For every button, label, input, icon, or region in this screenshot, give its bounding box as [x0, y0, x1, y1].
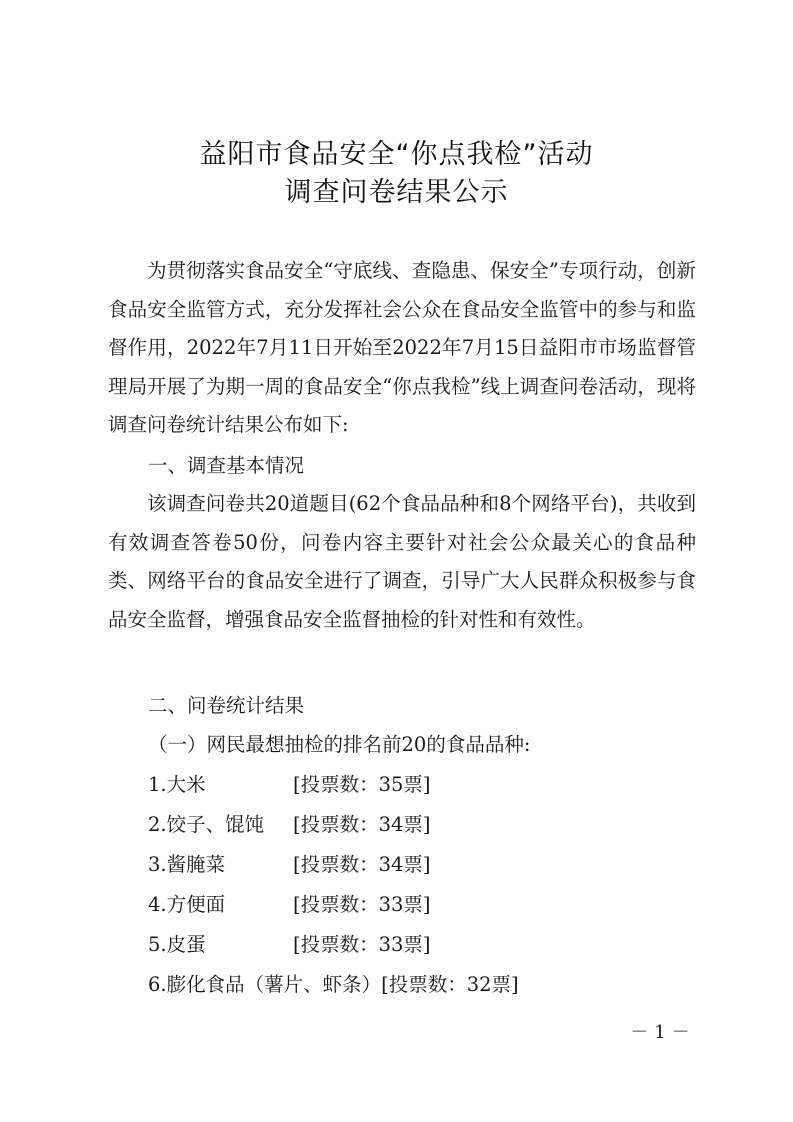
item-name: 4.方便面: [148, 893, 226, 916]
food-ranking-list: [148, 770, 519, 1010]
list-item: [148, 810, 519, 850]
item-votes: [投票数：32票]: [381, 973, 519, 996]
section1-paragraph: 该调查问卷共20道题目(62个食品品种和8个网络平台)，共收到有效调查答卷50份，问卷内容主要针对社会公众最关心的食品种类、网络平台的食品安全进行了调查，引导广大人民群众积极参与食品安全监督，增强食品安全监督抽检的针对性和有效性。: [108, 492, 696, 631]
subsection1-heading: （一）网民最想抽检的排名前20的食品品种:: [148, 733, 531, 756]
item-name: 6.膨化食品（薯片、虾条）: [148, 973, 382, 996]
document-title-line1: 益阳市食品安全“你点我检”活动: [199, 139, 594, 170]
item-name: 1.大米: [148, 773, 206, 796]
item-votes: [投票数：35票]: [293, 773, 431, 796]
section1-heading: 一、调查基本情况: [148, 454, 305, 477]
list-item: [148, 850, 519, 890]
document-title-line2: 调查问卷结果公示: [284, 177, 509, 208]
list-item: [148, 930, 519, 970]
page-number: － 1 －: [630, 1022, 690, 1043]
item-votes: [投票数：33票]: [293, 893, 431, 916]
list-item: [148, 770, 519, 810]
item-votes: [投票数：33票]: [293, 933, 431, 956]
item-name: 3.酱腌菜: [148, 853, 226, 876]
item-name: 5.皮蛋: [148, 933, 206, 956]
list-item: [148, 890, 519, 930]
item-votes: [投票数：34票]: [293, 853, 431, 876]
intro-paragraph: 为贯彻落实食品安全“守底线、查隐患、保安全”专项行动，创新食品安全监管方式，充分发挥社会公众在食品安全监管中的参与和监督作用，2022年7月11日开始至2022年7月15日益阳市市场监督管理局开展了为期一周的食品安全“你点我检”线上调查问卷活动，现将调查问卷统计结果公布如下:: [108, 259, 696, 436]
item-votes: [投票数：34票]: [293, 813, 431, 836]
list-item: [148, 970, 519, 1010]
item-name: 2.饺子、馄饨: [148, 813, 265, 836]
section2-heading: 二、问卷统计结果: [148, 694, 305, 717]
